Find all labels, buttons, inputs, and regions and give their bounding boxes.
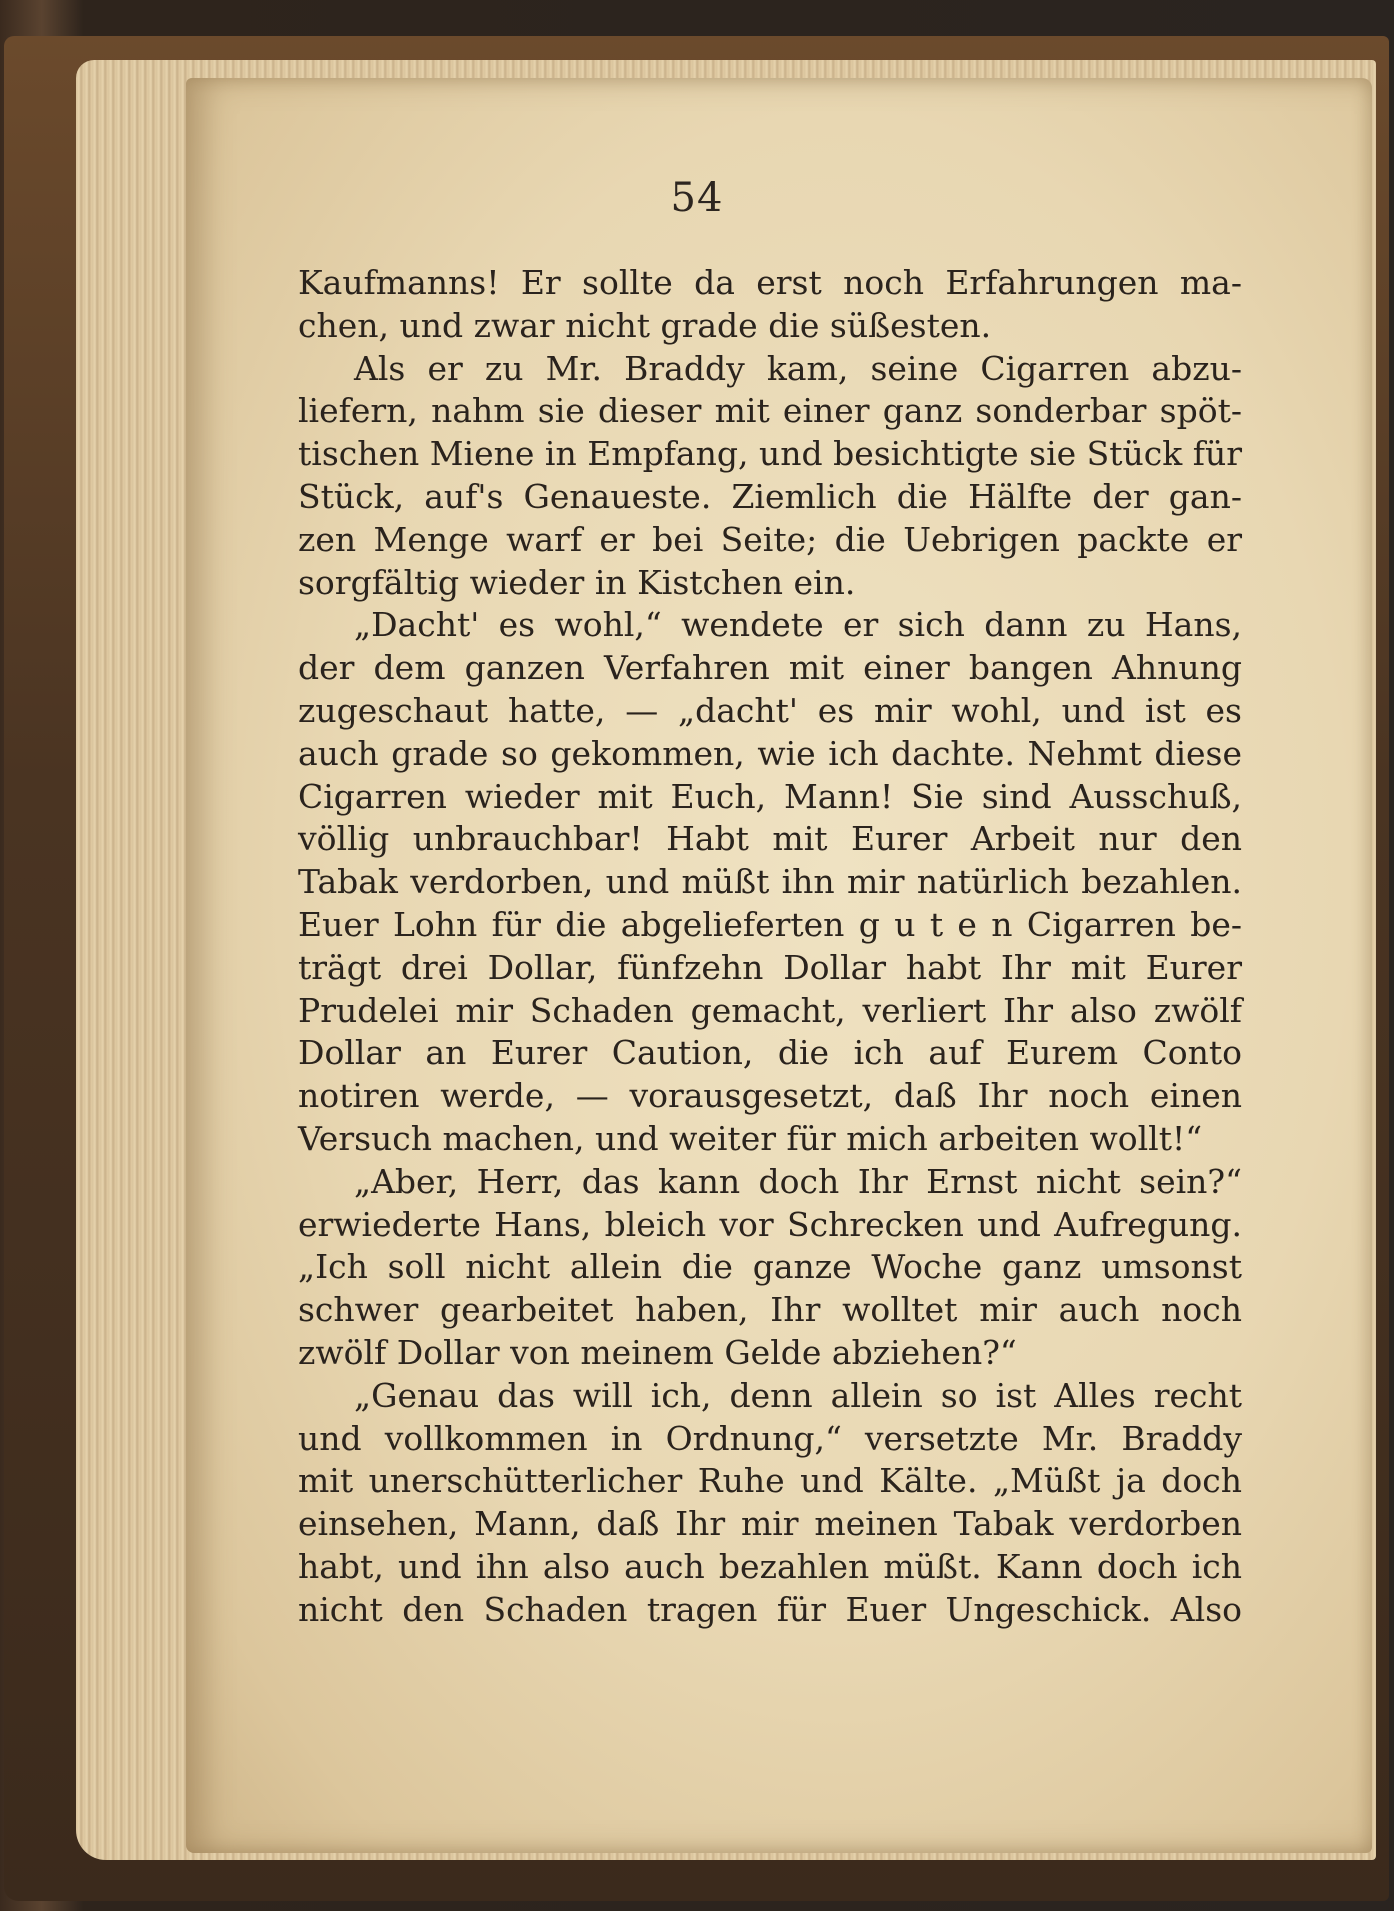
text-line: habt, und ihn also auch bezahlen müßt. Kann doch ich	[298, 1546, 1242, 1586]
page-number: 54	[670, 175, 724, 221]
text-line: Als er zu Mr. Braddy kam, seine Cigarren abzu-	[354, 348, 1242, 388]
text-line: trägt drei Dollar, fünfzehn Dollar habt Ihr mit Eurer	[298, 947, 1242, 987]
text-line: schwer gearbeitet haben, Ihr wolltet mir auch noch	[298, 1290, 1242, 1330]
text-line: Versuch machen, und weiter für mich arbeiten wollt!“	[298, 1118, 1203, 1158]
text-line: zen Menge warf er bei Seite; die Uebrigen packte er	[298, 519, 1242, 559]
text-line: auch grade so gekommen, wie ich dachte. Nehmt diese	[298, 733, 1242, 773]
text-line: zugeschaut hatte, — „dacht' es mir wohl, und ist es	[298, 690, 1242, 730]
text-line: Tabak verdorben, und müßt ihn mir natürlich bezahlen.	[298, 862, 1242, 902]
text-line: liefern, nahm sie dieser mit einer ganz sonderbar spöt-	[298, 391, 1242, 431]
text-line: „Ich soll nicht allein die ganze Woche ganz umsonst	[298, 1247, 1242, 1287]
text-line: Dollar an Eurer Caution, die ich auf Eurem Conto	[298, 1033, 1242, 1073]
text-line: völlig unbrauchbar! Habt mit Eurer Arbeit nur den	[298, 819, 1242, 859]
text-line: tischen Miene in Empfang, und besichtigte sie Stück für	[298, 434, 1243, 474]
text-line: chen, und zwar nicht grade die süßesten.	[298, 305, 992, 345]
text-line: Euer Lohn für die abgelieferten g u t e n Cigarren be-	[298, 904, 1242, 944]
text-line: „Aber, Herr, das kann doch Ihr Ernst nicht sein?“	[354, 1161, 1242, 1201]
text-line: der dem ganzen Verfahren mit einer bangen Ahnung	[298, 648, 1242, 688]
text-line: Prudelei mir Schaden gemacht, verliert Ihr also zwölf	[298, 990, 1242, 1030]
text-line: „Genau das will ich, denn allein so ist Alles recht	[354, 1375, 1242, 1415]
text-line: Kaufmanns! Er sollte da erst noch Erfahrungen ma-	[298, 263, 1242, 302]
text-line: einsehen, Mann, daß Ihr mir meinen Tabak verdorben	[298, 1504, 1242, 1544]
text-line: erwiederte Hans, bleich vor Schrecken und Aufregung.	[298, 1204, 1242, 1244]
text-line: mit unerschütterlicher Ruhe und Kälte. „Müßt ja doch	[298, 1461, 1242, 1501]
text-line: und vollkommen in Ordnung,“ versetzte Mr. Braddy	[298, 1418, 1242, 1458]
text-line: Stück, auf's Genaueste. Ziemlich die Hälfte der gan-	[298, 476, 1242, 516]
text-line: zwölf Dollar von meinem Gelde abziehen?“	[298, 1332, 1017, 1372]
text-line: nicht den Schaden tragen für Euer Ungeschick. Also	[298, 1589, 1242, 1629]
text-line: Cigarren wieder mit Euch, Mann! Sie sind Ausschuß,	[298, 776, 1242, 816]
text-line: sorgfältig wieder in Kistchen ein.	[298, 562, 856, 602]
text-line: notiren werde, — vorausgesetzt, daß Ihr noch einen	[298, 1076, 1242, 1116]
text-line: „Dacht' es wohl,“ wendete er sich dann zu Hans,	[354, 605, 1242, 645]
body-text	[298, 262, 1242, 1632]
